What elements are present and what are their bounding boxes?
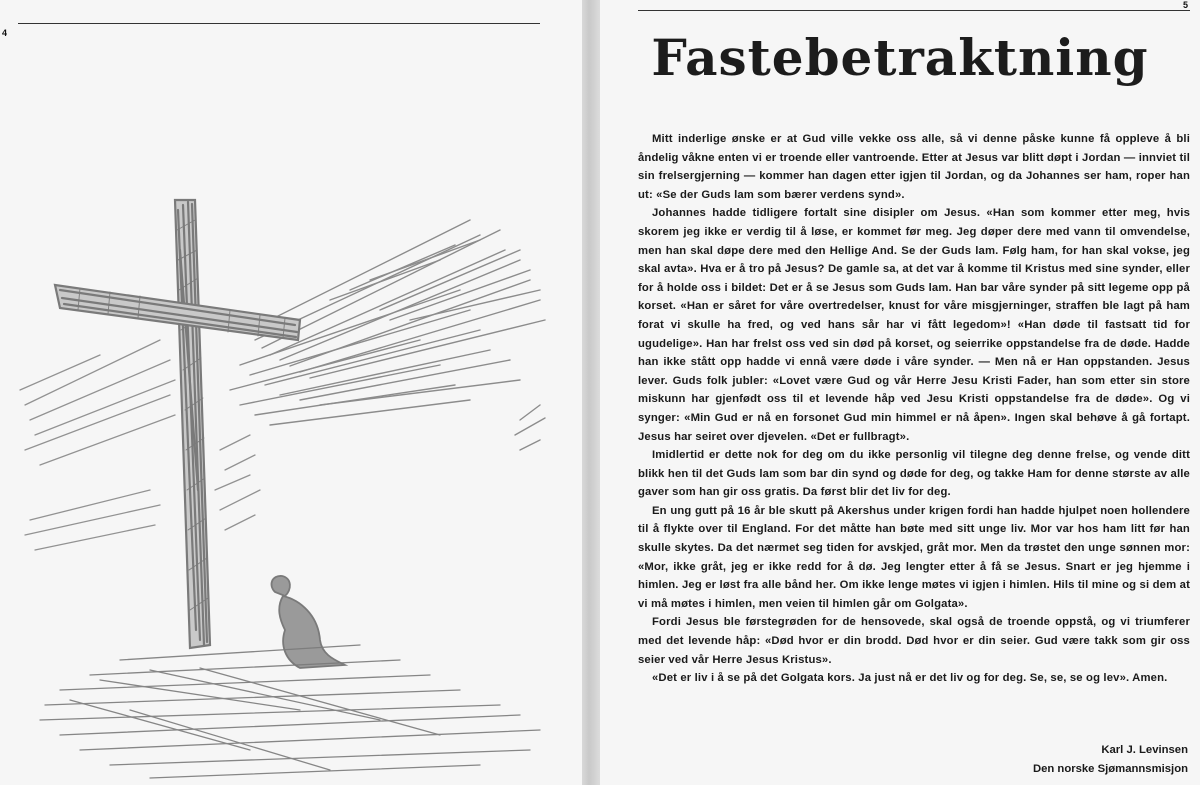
author-organization: Den norske Sjømannsmisjon [1032,762,1188,775]
paragraph: Imidlertid er dette nok for deg om du ikke personlig vil tilegne deg denne frelse, og vende ditt blikk hen til det Guds lam som bar din synd og døde for deg, og takke Ham for denne største av alle gaver som han gir oss gratis. Da først blir det liv for deg. [638,449,1190,499]
paragraph: Fordi Jesus ble førstegrøden for de hensovede, skal også de troende oppstå, og vi triumferer med det levende håp: «Død hvor er din brodd. Død hvor er din seier. Gud være takk som gir oss seier ved vår Herre Jesus Kristus». [638,616,1190,666]
page-number: 5 [1182,0,1188,10]
book-gutter [582,0,600,785]
signature [1033,741,1188,778]
header-rule [18,23,540,24]
paragraph: «Det er liv i å se på det Golgata kors. Ja just nå er det liv og for deg. Se, se, se og lev». Amen. [652,672,1168,685]
cross-illustration [0,190,560,785]
author-name: Karl J. Levinsen [1101,744,1188,756]
article-title: Fastebetraktning [651,28,1149,87]
header-rule [638,10,1190,11]
paragraph: Johannes hadde tidligere fortalt sine disipler om Jesus. «Han som kommer etter meg, hvis skorem jeg ikke er verdig til å løse, er kommet før meg. Jeg døper dere med vann til omvendelse, men han skal døpe dere med den Hellige And. Se der Guds lam. Følg ham, for han skal vokse, jeg skal avta». Hva er å tro på Jesus? De gamle sa, at det var å komme til Kristus med sine synder, eller for å holde oss i bildet: Det er å se Jesus som Guds lam. Han bar våre synder på sitt legeme opp på korset. «Han er såret for våre overtredelser, knust for våre misgjerninger, straffen ble lagt på ham forat vi skulle ha fred, og ved hans sår har vi fått legedom»! «Han døde til fastsatt tid for ugudelige». Han har frelst oss ved sin død på korset, og seierrike oppstandelse fra de døde. Hadde han ikke stått opp hadde vi ennå være døde i våre synder. — Men nå er Han oppstanden. Jesus lever. Guds folk jubler: «Lovet være Gud og vår Herre Jesu Kristi Fader, han som etter sin store miskunn har gjenfødt oss til et levende håp ved Jesu Kristi oppstandelse fra de døde». Og vi synger: «Min Gud er nå en forsonet Gud min himmel er nå åpen». Ingen skal behøve å gå fortapt. Jesus har seiret over djevelen. «Det er fullbragt». [638,207,1190,443]
page-number: 4 [2,28,8,38]
paragraph: En ung gutt på 16 år ble skutt på Akershus under krigen fordi han hadde hjulpet noen hollendere til å flykte over til England. For det måtte han bøte med sitt unge liv. Mor var hos ham litt før han skulle skytes. Da det nærmet seg tiden for avskjed, gråt mor. Men da trøstet den unge sønnen mor: «Mor, ikke gråt, jeg er ikke redd for å dø. Jeg lengter etter å få se Jesus. Snart er jeg hjemme i himlen. Jeg er løst fra alle bånd her. Om ikke lenge møtes vi igjen i himlen. Hils til mine og si dem at vi må møtes i himlen, men veien til himlen går om Golgata». [638,504,1190,610]
right-page [600,0,1200,785]
paragraph: Mitt inderlige ønske er at Gud ville vekke oss alle, så vi denne påske kunne få oppleve å bli åndelig våkne enten vi er troende eller vantroende. Etter at Jesus var blitt døpt i Jordan — innviet til sin frelsergjerning — kommer han dagen etter igjen til Jordan, og da Johannes ser ham, roper han ut: «Se der Guds lam som bærer verdens synd». [638,133,1190,201]
left-page [0,0,582,785]
article-body [638,130,1190,688]
